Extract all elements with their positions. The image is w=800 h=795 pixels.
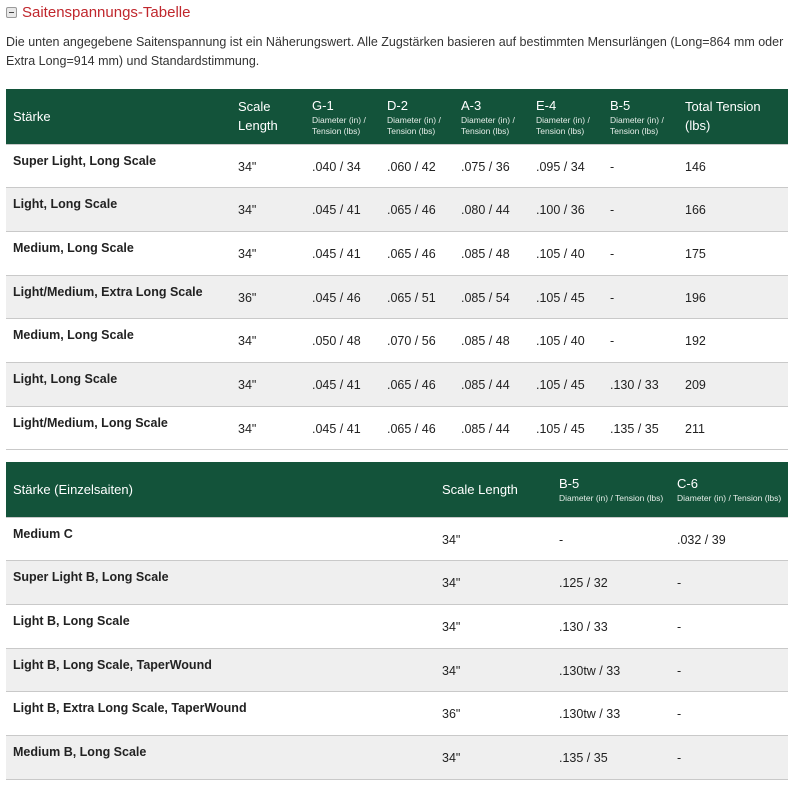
value-cell: - <box>670 735 788 779</box>
value-cell: .105 / 45 <box>529 275 603 319</box>
col-b5-single <box>552 462 670 517</box>
col-total-tension: Total Tension (lbs) <box>685 99 761 134</box>
value-cell: .045 / 41 <box>305 406 380 450</box>
value-cell: .135 / 35 <box>552 735 670 779</box>
value-cell: .130 / 33 <box>552 604 670 648</box>
gauge-cell: Light/Medium, Long Scale <box>6 406 231 450</box>
value-cell: 34" <box>231 406 305 450</box>
col-e4-sub: Diameter (in) / Tension (lbs) <box>536 114 590 136</box>
value-cell: .135 / 35 <box>603 406 678 450</box>
gauge-cell: Light B, Long Scale, TaperWound <box>6 648 435 692</box>
col-scale-length: Scale Length <box>238 99 278 134</box>
value-cell: 175 <box>678 231 788 275</box>
value-cell: .105 / 40 <box>529 231 603 275</box>
col-c6-single <box>670 462 788 517</box>
value-cell: .105 / 40 <box>529 319 603 363</box>
col-b5-label: B-5 <box>610 97 631 113</box>
col-c6-single-label: C-6 <box>677 476 698 492</box>
value-cell: 34" <box>231 144 305 188</box>
col-b5-single-label: B-5 <box>559 476 580 492</box>
table-row <box>6 648 788 692</box>
value-cell: - <box>670 692 788 736</box>
gauge-cell: Light, Long Scale <box>6 362 231 406</box>
value-cell: - <box>603 275 678 319</box>
value-cell: .045 / 41 <box>305 362 380 406</box>
intro-text: Die unten angegebene Saitenspannung ist ein Näherungswert. Alle Zugstärken basieren auf bestimmten Mensurlängen (Long=864 mm oder Extra Long=914 mm) und Standardstimmung. <box>6 35 784 68</box>
table-row <box>6 735 788 779</box>
table-row <box>6 188 788 232</box>
value-cell: .065 / 46 <box>380 231 454 275</box>
gauge-cell: Medium, Long Scale <box>6 319 231 363</box>
value-cell: 196 <box>678 275 788 319</box>
value-cell: 34" <box>435 561 552 605</box>
value-cell: .085 / 44 <box>454 362 529 406</box>
single-strings-table <box>6 462 788 780</box>
value-cell: 34" <box>231 188 305 232</box>
col-c6-single-sub: Diameter (in) / Tension (lbs) <box>677 493 782 504</box>
col-e4-label: E-4 <box>536 97 557 113</box>
gauge-cell: Light B, Long Scale <box>6 604 435 648</box>
value-cell: 146 <box>678 144 788 188</box>
value-cell: 36" <box>435 692 552 736</box>
value-cell: .045 / 41 <box>305 231 380 275</box>
value-cell: - <box>603 319 678 363</box>
value-cell: 34" <box>231 362 305 406</box>
value-cell: 34" <box>435 517 552 561</box>
col-a3 <box>454 89 529 144</box>
value-cell: .045 / 41 <box>305 188 380 232</box>
value-cell: - <box>670 648 788 692</box>
value-cell: .070 / 56 <box>380 319 454 363</box>
gauge-cell: Light/Medium, Extra Long Scale <box>6 275 231 319</box>
value-cell: .125 / 32 <box>552 561 670 605</box>
value-cell: .105 / 45 <box>529 406 603 450</box>
value-cell: .085 / 48 <box>454 319 529 363</box>
value-cell: .060 / 42 <box>380 144 454 188</box>
gauge-cell: Medium, Long Scale <box>6 231 231 275</box>
section-header[interactable] <box>6 2 190 22</box>
value-cell: 34" <box>231 231 305 275</box>
value-cell: - <box>603 188 678 232</box>
value-cell: 166 <box>678 188 788 232</box>
value-cell: .045 / 46 <box>305 275 380 319</box>
col-e4 <box>529 89 603 144</box>
col-gauge-single: Stärke (Einzelsaiten) <box>13 481 133 497</box>
value-cell: 34" <box>231 319 305 363</box>
value-cell: 34" <box>435 648 552 692</box>
value-cell: .130tw / 33 <box>552 648 670 692</box>
value-cell: .080 / 44 <box>454 188 529 232</box>
col-d2 <box>380 89 454 144</box>
value-cell: .040 / 34 <box>305 144 380 188</box>
value-cell: 34" <box>435 735 552 779</box>
table-row <box>6 561 788 605</box>
table-row <box>6 604 788 648</box>
col-a3-sub: Diameter (in) / Tension (lbs) <box>461 114 515 136</box>
value-cell: .085 / 48 <box>454 231 529 275</box>
value-cell: .130 / 33 <box>603 362 678 406</box>
gauge-cell: Super Light B, Long Scale <box>6 561 435 605</box>
value-cell: 209 <box>678 362 788 406</box>
value-cell: .050 / 48 <box>305 319 380 363</box>
col-g1-label: G-1 <box>312 97 334 113</box>
value-cell: .095 / 34 <box>529 144 603 188</box>
value-cell: .065 / 46 <box>380 362 454 406</box>
table-row <box>6 231 788 275</box>
table-row <box>6 144 788 188</box>
table-row <box>6 517 788 561</box>
col-a3-label: A-3 <box>461 97 482 113</box>
value-cell: .032 / 39 <box>670 517 788 561</box>
value-cell: .065 / 51 <box>380 275 454 319</box>
table-row <box>6 319 788 363</box>
value-cell: 192 <box>678 319 788 363</box>
table-header-row <box>6 89 788 144</box>
table-row <box>6 406 788 450</box>
value-cell: 34" <box>435 604 552 648</box>
value-cell: .075 / 36 <box>454 144 529 188</box>
col-b5-single-sub: Diameter (in) / Tension (lbs) <box>559 493 664 504</box>
col-d2-label: D-2 <box>387 97 408 113</box>
gauge-cell: Medium B, Long Scale <box>6 735 435 779</box>
value-cell: 36" <box>231 275 305 319</box>
table-row <box>6 362 788 406</box>
value-cell: 211 <box>678 406 788 450</box>
gauge-cell: Light, Long Scale <box>6 188 231 232</box>
table-row <box>6 275 788 319</box>
col-g1-sub: Diameter (in) / Tension (lbs) <box>312 114 366 136</box>
value-cell: .085 / 54 <box>454 275 529 319</box>
value-cell: .130tw / 33 <box>552 692 670 736</box>
value-cell: .065 / 46 <box>380 188 454 232</box>
value-cell: .085 / 44 <box>454 406 529 450</box>
value-cell: .105 / 45 <box>529 362 603 406</box>
value-cell: - <box>552 517 670 561</box>
value-cell: - <box>603 144 678 188</box>
value-cell: - <box>670 561 788 605</box>
collapse-toggle-icon[interactable] <box>6 7 17 18</box>
table-header-row <box>6 462 788 517</box>
value-cell: .100 / 36 <box>529 188 603 232</box>
value-cell: - <box>670 604 788 648</box>
col-b5-sub: Diameter (in) / Tension (lbs) <box>610 114 664 136</box>
string-tension-table <box>6 89 788 450</box>
section-title[interactable]: Saitenspannungs-Tabelle <box>22 3 191 21</box>
col-g1 <box>305 89 380 144</box>
value-cell: - <box>603 231 678 275</box>
col-gauge: Stärke <box>13 108 51 124</box>
gauge-cell: Light B, Extra Long Scale, TaperWound <box>6 692 435 736</box>
col-b5 <box>603 89 678 144</box>
table-row <box>6 692 788 736</box>
col-scale-length-single: Scale Length <box>442 481 518 497</box>
gauge-cell: Medium C <box>6 517 435 561</box>
value-cell: .065 / 46 <box>380 406 454 450</box>
gauge-cell: Super Light, Long Scale <box>6 144 231 188</box>
col-d2-sub: Diameter (in) / Tension (lbs) <box>387 114 441 136</box>
